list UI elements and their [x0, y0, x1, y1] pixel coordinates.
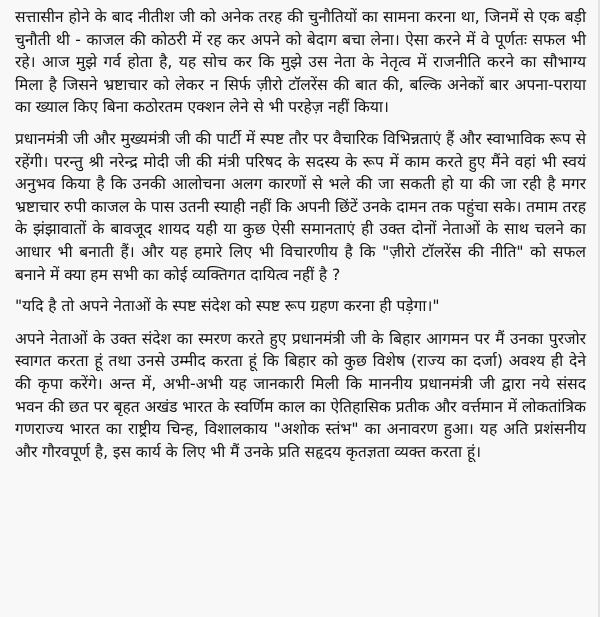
paragraph-1: सत्तासीन होने के बाद नीतीश जी को अनेक तरह की चुनौतियों का सामना करना था, जिनमें से एक बड़ी चुनौती थी - काजल की कोठरी में रह कर अपने को बेदाग बचा लेना। ऐसा करने में वे पूर्णतः सफल भी रहे। आज मुझे गर्व होता है, यह सोच कर कि मुझे उस नेता के नेतृत्व में राजनीति करने का सौभाग्य मिला है जिसने भ्रष्टाचार को लेकर न सिर्फ ज़ीरो टॉलरेंस की बात की, बल्कि अनेकों बार अपना-पराया का ख्याल किए बिना कठोरतम एक्शन लेने से भी परहेज़ नहीं किया। — [15, 8, 586, 117]
paragraph-2: प्रधानमंत्री जी और मुख्यमंत्री जी की पार्टी में स्पष्ट तौर पर वैचारिक विभिन्नताएं हैं और स्वाभाविक रूप से रहेंगी। परन्तु श्री नरेन्द्र मोदी जी की मंत्री परिषद के सदस्य के रूप में काम करते हुए मैंने वहां भी स्वयं अनुभव किया है कि उनकी आलोचना अलग कारणों से भले की जा सकती हो या की जा रही है मगर भ्रष्टाचार रुपी काजल के पास उतनी स्याही नहीं कि अपनी छिंटें उनके दामन तक पहुंचा सके। तमाम तरह के झंझावातों के बावजूद शायद यही या कुछ ऐसी समानताएं ही उक्त दोनों नेताओं के साथ चलने का आधार भी बनाती हैं। और यह हमारे लिए भी विचारणीय है कि "ज़ीरो टॉलरेंस की नीति" को सफल बनाने में क्या हम सभी का कोई व्यक्तिगत दायित्व नहीं है ? — [15, 129, 586, 284]
paragraph-4: अपने नेताओं के उक्त संदेश का स्मरण करते हुए प्रधानमंत्री जी के बिहार आगमन पर मैं उनका पुरजोर स्वागत करता हूं तथा उनसे उम्मीद करता हूं कि बिहार को कुछ विशेष (राज्य का दर्जा) अवश्य ही देने की कृपा करेंगे। अन्त में, अभी-अभी यह जानकारी मिली कि माननीय प्रधानमंत्री जी द्वारा नये संसद भवन की छत पर बृहत अखंड भारत के स्वर्णिम काल का ऐतिहासिक प्रतीक और वर्त्तमान में लोकतांत्रिक गणराज्य भारत का राष्ट्रीय चिन्ह, विशालकाय "अशोक स्तंभ" का अनावरण हुआ। यह अति प्रशंसनीय और गौरवपूर्ण है, इस कार्य के लिए भी मैं उनके प्रति सहृदय कृतज्ञता व्यक्त करता हूं। — [15, 329, 586, 461]
paragraph-3-quote: "यदि है तो अपने नेताओं के स्पष्ट संदेश को स्पष्ट रूप ग्रहण करना ही पड़ेगा।" — [15, 297, 440, 316]
